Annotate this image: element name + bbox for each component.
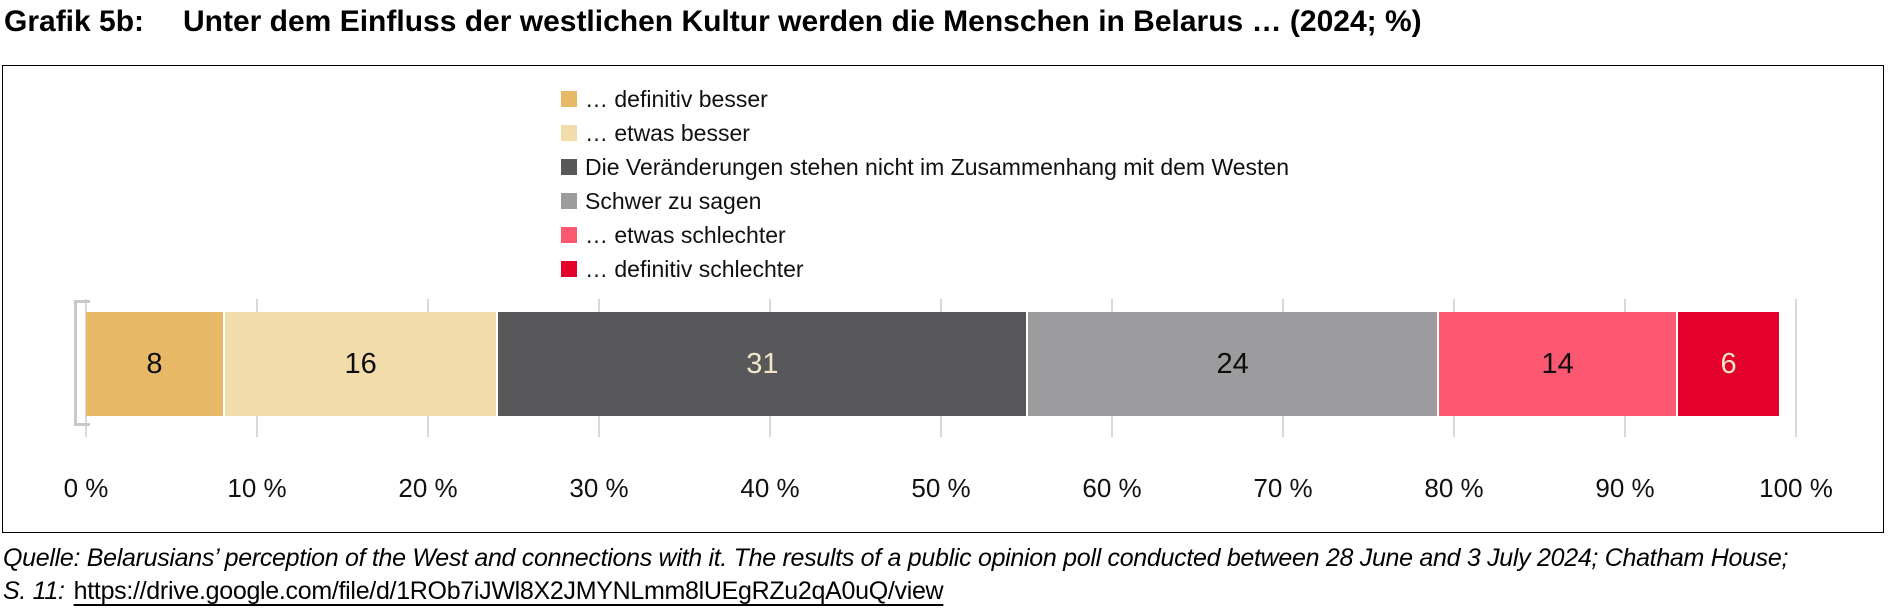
- figure-number: Grafik 5b:: [4, 5, 145, 38]
- source-link[interactable]: https://drive.google.com/file/d/1ROb7iJWl8X2JMYNLmm8lUEgRZu2qA0uQ/view: [73, 577, 944, 605]
- legend-item: [561, 218, 1289, 252]
- source-line-1: [3, 542, 1887, 575]
- legend-label: … etwas schlechter: [585, 221, 786, 248]
- bar-value-label: 24: [1216, 347, 1249, 380]
- gridline: [1795, 299, 1797, 437]
- legend-item: [561, 252, 1289, 286]
- bar-value-label: 6: [1720, 347, 1737, 380]
- source-note: [3, 542, 1887, 608]
- bar-segment: [1026, 312, 1436, 416]
- bar-segment: [223, 312, 497, 416]
- x-tick-label: 10 %: [227, 473, 287, 503]
- legend-swatch: [561, 193, 577, 209]
- bar-value-label: 14: [1541, 347, 1574, 380]
- bar-segment: [86, 312, 223, 416]
- legend-label: … definitiv schlechter: [585, 255, 804, 282]
- x-tick-label: 0 %: [63, 473, 109, 503]
- source-page-ref: S. 11:: [3, 577, 65, 605]
- stacked-bar: [86, 312, 1779, 416]
- legend-label: … definitiv besser: [585, 85, 768, 112]
- legend: [561, 82, 1289, 286]
- bar-value-label: 16: [344, 347, 377, 380]
- x-tick-label: 40 %: [740, 473, 800, 503]
- chart-area: [2, 65, 1884, 533]
- x-tick-label: 70 %: [1253, 473, 1313, 503]
- legend-label: Schwer zu sagen: [585, 187, 762, 214]
- legend-swatch: [561, 125, 577, 141]
- bar-value-label: 8: [146, 347, 163, 380]
- x-tick-label: 80 %: [1424, 473, 1484, 503]
- x-tick-label: 90 %: [1595, 473, 1655, 503]
- figure-title: Unter dem Einfluss der westlichen Kultur werden die Menschen in Belarus … (2024; %): [183, 5, 1422, 38]
- bar-segment: [1437, 312, 1676, 416]
- legend-item: [561, 184, 1289, 218]
- legend-label: Die Veränderungen stehen nicht im Zusammenhang mit dem Westen: [585, 153, 1290, 180]
- x-tick-label: 60 %: [1082, 473, 1142, 503]
- x-tick-label: 50 %: [911, 473, 971, 503]
- x-tick-label: 100 %: [1759, 473, 1833, 503]
- legend-item: [561, 116, 1289, 150]
- legend-item: [561, 82, 1289, 116]
- legend-swatch: [561, 261, 577, 277]
- legend-label: … etwas besser: [585, 119, 750, 146]
- bar-value-label: 31: [746, 347, 779, 380]
- legend-item: [561, 150, 1289, 184]
- source-text: Quelle: Belarusians’ perception of the West and connections with it. The results of a public opinion poll conducted between 28 June and 3 July 2024; Chatham House;: [3, 544, 1789, 572]
- bar-segment: [496, 312, 1026, 416]
- x-tick-label: 20 %: [398, 473, 458, 503]
- x-tick-label: 30 %: [569, 473, 629, 503]
- legend-swatch: [561, 227, 577, 243]
- legend-swatch: [561, 91, 577, 107]
- legend-swatch: [561, 159, 577, 175]
- source-line-2: [3, 575, 1887, 608]
- bar-segment: [1676, 312, 1779, 416]
